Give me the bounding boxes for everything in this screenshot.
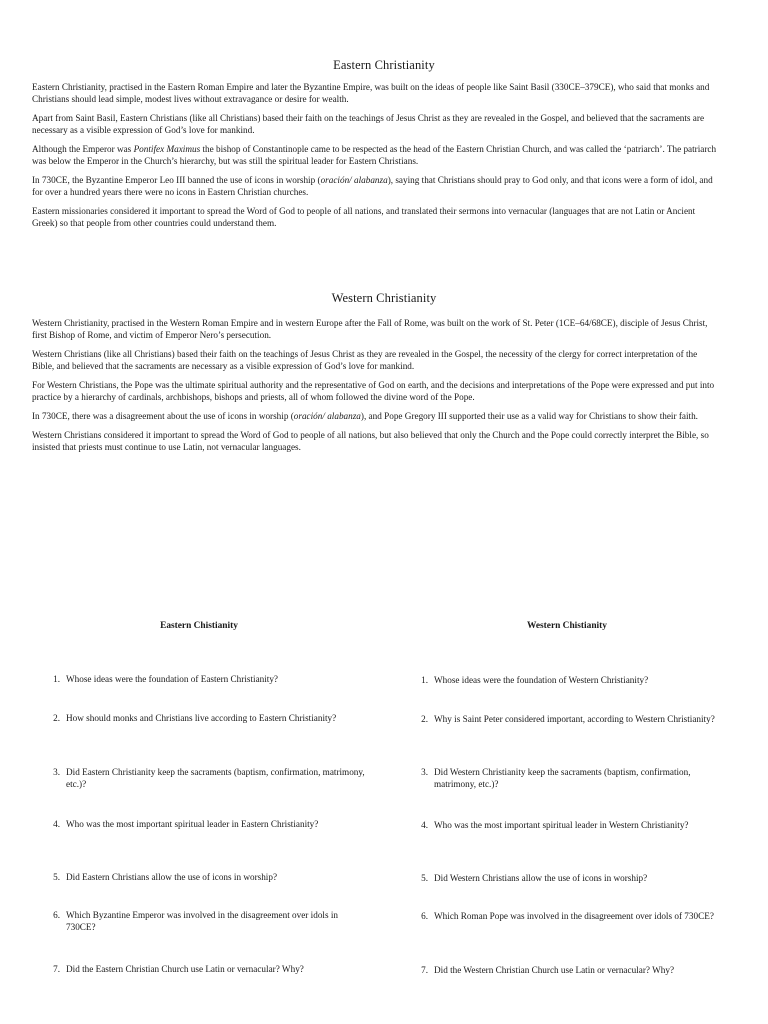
- question-text: Who was the most important spiritual leader in Western Christianity?: [434, 820, 689, 830]
- question-text: Who was the most important spiritual leader in Eastern Christianity?: [66, 819, 319, 829]
- question-number: 3.: [421, 767, 428, 777]
- eastern-questions-heading: Eastern Chistianity: [160, 621, 238, 631]
- western-paragraph: Western Christians (like all Christians) based their faith on the teachings of Jesus Christ as they are revealed in the Gospel, the necessity of the clergy for correct interpretation of the Bible, and believed that the sacraments are necessary as a visible expression of God’s love for mankind.: [32, 349, 698, 371]
- western-section-body: [32, 317, 718, 460]
- question-text: Did the Western Christian Church use Latin or vernacular? Why?: [434, 965, 675, 975]
- western-paragraph: Western Christians considered it important to spread the Word of God to people of all nations, but also believed that only the Church and the Pope could correctly interpret the Bible, so insisted that priests must continue to use Latin, not vernacular languages.: [32, 430, 709, 452]
- question-text: Which Roman Pope was involved in the disagreement over idols of 730CE?: [434, 911, 714, 921]
- question-number: 2.: [53, 713, 60, 723]
- question-number: 1.: [53, 674, 60, 684]
- italic-term: Pontifex Maximus: [133, 144, 201, 154]
- eastern-questions: [38, 620, 368, 1000]
- question-number: 4.: [421, 820, 428, 830]
- question-text: Why is Saint Peter considered important, according to Western Christianity?: [434, 714, 715, 724]
- question-number: 3.: [53, 767, 60, 777]
- western-paragraph: For Western Christians, the Pope was the ultimate spiritual authority and the representative of God on earth, and the decisions and interpretations of the Pope were expressed and put into practice by a hierarchy of cardinals, archbishops, bishops and priests, all of whom followed the divine word of the Pope.: [32, 380, 715, 402]
- western-questions: [406, 620, 736, 1000]
- eastern-paragraph: Eastern missionaries considered it important to spread the Word of God to people of all nations, and translated their sermons into vernacular (languages that are not Latin or Ancient Greek) so that people from other countries could understand them.: [32, 206, 696, 228]
- question-text: Did Western Christians allow the use of icons in worship?: [434, 873, 648, 883]
- western-paragraph: Western Christianity, practised in the Western Roman Empire and in western Europe after the Fall of Rome, was built on the work of St. Peter (1CE–64/68CE), disciple of Jesus Christ, first Bishop of Rome, and victim of Emperor Nero’s persecution.: [32, 318, 708, 340]
- question-text: Did Eastern Christians allow the use of icons in worship?: [66, 872, 278, 882]
- question-number: 5.: [53, 872, 60, 882]
- question-number: 1.: [421, 675, 428, 685]
- question-text: Whose ideas were the foundation of Eastern Christianity?: [66, 674, 279, 684]
- question-number: 5.: [421, 873, 428, 883]
- question-text: Which Byzantine Emperor was involved in the disagreement over idols in 730CE?: [66, 910, 338, 932]
- italic-term: oración/ alabanza: [320, 175, 388, 185]
- eastern-paragraph: In 730CE, the Byzantine Emperor Leo III banned the use of icons in worship (oración/ alabanza), saying that Christians should pray to God only, and that icons were a form of idol, and for over a hundred years there were no icons in Eastern Christian churches.: [32, 175, 713, 197]
- question-text: Did the Eastern Christian Church use Latin or vernacular? Why?: [66, 964, 304, 974]
- question-number: 6.: [421, 911, 428, 921]
- question-text: Did Western Christianity keep the sacraments (baptism, confirmation, matrimony, etc.)?: [434, 767, 691, 789]
- question-number: 7.: [421, 965, 428, 975]
- western-questions-heading: Western Chistianity: [527, 621, 607, 631]
- western-section-title: Western Christianity: [331, 291, 437, 305]
- eastern-paragraph: Apart from Saint Basil, Eastern Christians (like all Christians) based their faith on the teachings of Jesus Christ as they are revealed in the Gospel, and believed that the sacraments are necessary as a visible expression of God’s love for mankind.: [32, 113, 705, 135]
- italic-term: oración/ alabanza: [293, 411, 361, 421]
- eastern-section-title: Eastern Christianity: [333, 58, 435, 72]
- question-text: How should monks and Christians live according to Eastern Christianity?: [66, 713, 337, 723]
- western-paragraph: In 730CE, there was a disagreement about the use of icons in worship (oración/ alabanza), and Pope Gregory III supported their use as a valid way for Christians to show their faith.: [32, 411, 698, 421]
- eastern-paragraph: Eastern Christianity, practised in the Eastern Roman Empire and later the Byzantine Empire, was built on the ideas of people like Saint Basil (330CE–379CE), who said that monks and Christians should lead simple, modest lives without extravagance or desire for wealth.: [32, 82, 710, 104]
- question-number: 6.: [53, 910, 60, 920]
- eastern-section-body: [32, 81, 718, 236]
- question-number: 7.: [53, 964, 60, 974]
- question-text: Whose ideas were the foundation of Western Christianity?: [434, 675, 649, 685]
- question-number: 2.: [421, 714, 428, 724]
- question-number: 4.: [53, 819, 60, 829]
- question-text: Did Eastern Christianity keep the sacraments (baptism, confirmation, matrimony, etc.)?: [66, 767, 365, 789]
- eastern-paragraph: Although the Emperor was Pontifex Maximus the bishop of Constantinople came to be respected as the head of the Eastern Christian Church, and was called the ‘patriarch’. The patriarch was below the Emperor in the Church’s hierarchy, but was still the spiritual leader for Eastern Christians.: [32, 144, 717, 166]
